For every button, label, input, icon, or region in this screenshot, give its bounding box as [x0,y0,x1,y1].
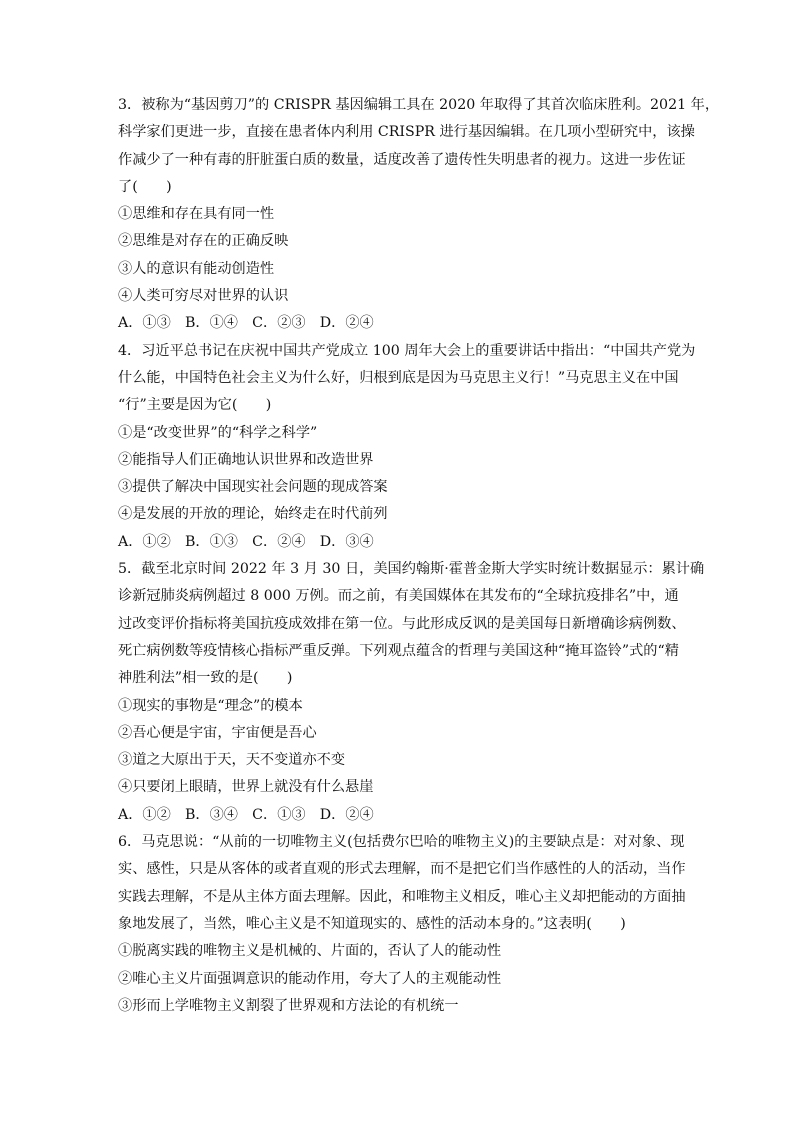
answer-choices: A．①② B．③④ C．①③ D．②④ [118,806,374,823]
question-5 [118,556,705,829]
question-4 [118,338,696,556]
question-option: ③人的意识有能动创造性 [118,260,275,277]
question-option: ②能指导人们正确地认识世界和改造世界 [118,451,374,468]
question-list [118,92,720,1020]
question-stem-line: 科学家们更进一步，直接在患者体内利用 CRISPR 进行基因编辑。在几项小型研究中，该操 [118,124,695,141]
question-option: ④只要闭上眼睛，世界上就没有什么悬崖 [118,779,374,796]
question-option: ③道之大原出于天，天不变道亦不变 [118,752,346,769]
question-option: ②唯心主义片面强调意识的能动作用，夸大了人的主观能动性 [118,970,502,987]
question-option: ②思维是对存在的正确反映 [118,233,289,250]
question-stem-line: 象地发展了，当然，唯心主义是不知道现实的、感性的活动本身的。”这表明( ) [118,915,626,932]
question-stem-line: 作减少了一种有毒的肝脏蛋白质的数量，适度改善了遗传性失明患者的视力。这进一步佐证 [118,151,686,168]
question-option: ③提供了解决中国现实社会问题的现成答案 [118,479,388,496]
question-stem-line: 什么能，中国特色社会主义为什么好，归根到底是因为马克思主义行！”马克思主义在中国 [118,369,679,386]
question-stem-line: 4．习近平总书记在庆祝中国共产党成立 100 周年大会上的重要讲话中指出：“中国共产党为 [118,342,696,359]
question-stem-line: 神胜利法”相一致的是( ) [118,670,293,687]
question-option: ①思维和存在具有同一性 [118,206,275,223]
answer-choices: A．①③ B．①④ C．②③ D．②④ [118,315,374,332]
question-stem-line: 实、感性，只是从客体的或者直观的形式去理解，而不是把它们当作感性的人的活动，当作 [118,861,686,878]
question-option: ②吾心便是宇宙，宇宙便是吾心 [118,724,317,741]
question-option: ④人类可穷尽对世界的认识 [118,288,289,305]
question-option: ④是发展的开放的理论，始终走在时代前列 [118,506,388,523]
question-stem-line: 了( ) [118,178,172,195]
question-stem-line: 过改变评价指标将美国抗疫成效排在第一位。与此形成反讽的是美国每日新增确诊病例数、 [118,615,686,632]
question-6 [118,829,686,1020]
question-stem-line: 5．截至北京时间 2022 年 3 月 30 日，美国约翰斯·霍普金斯大学实时统计数据显示：累计确 [118,561,705,578]
question-3 [118,92,720,338]
question-stem-line: 6．马克思说：“从前的一切唯物主义(包括费尔巴哈的唯物主义)的主要缺点是：对对象、现 [118,834,685,851]
question-option: ①现实的事物是“理念”的模本 [118,697,303,714]
question-option: ①是“改变世界”的“科学之科学” [118,424,318,441]
question-stem-line: 3．被称为“基因剪刀”的 CRISPR 基因编辑工具在 2020 年取得了其首次临床胜利。2021 年， [118,97,720,113]
question-stem-line: “行”主要是因为它( ) [118,397,272,414]
answer-choices: A．①② B．①③ C．②④ D．③④ [118,533,374,550]
question-option: ③形而上学唯物主义割裂了世界观和方法论的有机统一 [118,997,459,1014]
question-option: ①脱离实践的唯物主义是机械的、片面的，否认了人的能动性 [118,943,502,960]
question-stem-line: 死亡病例数等疫情核心指标严重反弹。下列观点蕴含的哲理与美国这种“掩耳盗铃”式的“精 [118,642,679,659]
question-stem-line: 诊新冠肺炎病例超过 8 000 万例。而之前，有美国媒体在其发布的“全球抗疫排名”中，通 [118,588,679,605]
question-stem-line: 实践去理解，不是从主体方面去理解。因此，和唯物主义相反，唯心主义却把能动的方面抽 [118,888,686,905]
